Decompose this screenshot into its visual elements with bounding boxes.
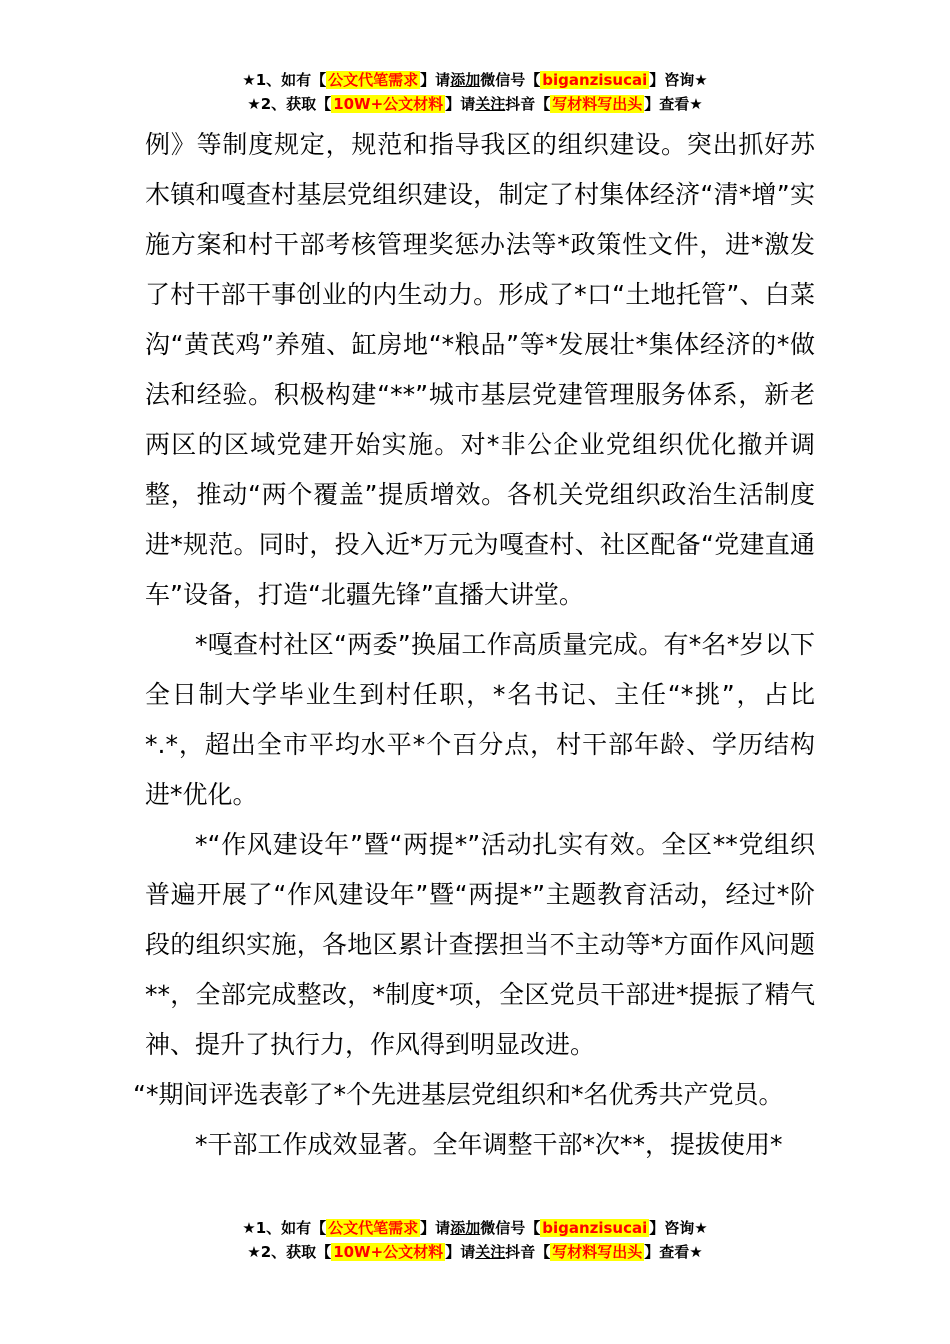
paragraph: *干部工作成效显著。全年调整干部*次**，提拔使用*: [195, 1130, 783, 1159]
banner-text: 】咨询★: [649, 1219, 708, 1237]
footer-banner: [0, 1216, 950, 1264]
banner-highlight: 写材料写出头: [552, 95, 643, 113]
banner-line-1: [0, 1216, 950, 1240]
banner-line-1: [0, 68, 950, 92]
header-banner: [0, 68, 950, 116]
banner-underline: 添加: [450, 71, 481, 89]
banner-text: 抖音【: [505, 95, 551, 113]
banner-highlight: biganzisucai: [542, 1219, 648, 1237]
banner-text: 微信号【: [480, 71, 541, 89]
banner-text: 抖音【: [505, 1243, 551, 1261]
banner-underline: 关注: [475, 1243, 506, 1261]
banner-text: ★1、如有【: [242, 71, 327, 89]
banner-highlight: 写材料写出头: [552, 1243, 643, 1261]
banner-underline: 添加: [450, 1219, 481, 1237]
banner-line-2: [0, 1240, 950, 1264]
banner-text: 】查看★: [644, 1243, 703, 1261]
banner-text: ★2、获取【: [247, 95, 332, 113]
banner-line-2: [0, 92, 950, 116]
banner-text: 】请: [445, 1243, 476, 1261]
paragraph: 例》等制度规定，规范和指导我区的组织建设。突出抓好苏木镇和嘎查村基层党组织建设，制定了村集体经济“清*增”实施方案和村干部考核管理奖惩办法等*政策性文件，进*激发了村干部干事创业的内生动力。形成了*口“土地托管”、白菜沟“黄芪鸡”养殖、缸房地“*粮品”等*发展壮*集体经济的*做法和经验。积极构建“**”城市基层党建管理服务体系，新老两区的区域党建开始实施。对*非公企业党组织优化撤并调整，推动“两个覆盖”提质增效。各机关党组织政治生活制度进*规范。同时，投入近*万元为嘎查村、社区配备“党建直通车”设备，打造“北疆先锋”直播大讲堂。: [145, 130, 815, 609]
banner-highlight: biganzisucai: [542, 71, 648, 89]
paragraph: *“作风建设年”暨“两提*”活动扎实有效。全区**党组织普遍开展了“作风建设年”暨“两提*”主题教育活动，经过*阶段的组织实施，各地区累计查摆担当不主动等*方面作风问题**，全部完成整改，*制度*项，全区党员干部进*提振了精气神、提升了执行力，作风得到明显改进。: [145, 830, 815, 1059]
banner-text: ★2、获取【: [247, 1243, 332, 1261]
banner-highlight: 10W+公文材料: [333, 1243, 444, 1261]
banner-underline: 关注: [475, 95, 506, 113]
document-body: [133, 120, 815, 1170]
banner-text: 】请: [445, 95, 476, 113]
banner-text: 】查看★: [644, 95, 703, 113]
banner-text: 】咨询★: [649, 71, 708, 89]
banner-text: 微信号【: [480, 1219, 541, 1237]
banner-text: ★1、如有【: [242, 1219, 327, 1237]
banner-highlight: 10W+公文材料: [333, 95, 444, 113]
banner-highlight: 公文代笔需求: [328, 1219, 419, 1237]
paragraph: “*期间评选表彰了*个先进基层党组织和*名优秀共产党员。: [133, 1080, 784, 1109]
banner-text: 】请: [420, 71, 451, 89]
banner-highlight: 公文代笔需求: [328, 71, 419, 89]
paragraph: *嘎查村社区“两委”换届工作高质量完成。有*名*岁以下全日制大学毕业生到村任职，*名书记、主任“*挑”，占比*.*，超出全市平均水平*个百分点，村干部年龄、学历结构进*优化。: [145, 630, 815, 809]
banner-text: 】请: [420, 1219, 451, 1237]
